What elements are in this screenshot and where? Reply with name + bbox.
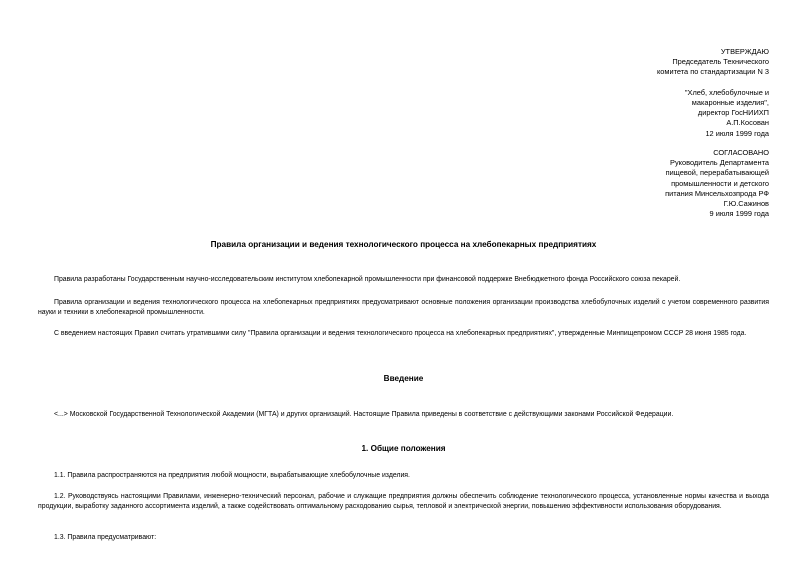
section-item: 1.3. Правила предусматривают: [54, 533, 157, 541]
section-item: 1.1. Правила распространяются на предприятия любой мощности, вырабатывающие хлебобулочные изделия. [54, 471, 410, 479]
approval-line: "Хлеб, хлебобулочные и [684, 87, 769, 97]
approval-line: директор ГосНИИХП [697, 108, 769, 118]
approval-date: 12 июля 1999 года [705, 128, 769, 138]
agreement-block [665, 148, 769, 219]
preamble-paragraph: Правила разработаны Государственным научно-исследовательским институтом хлебопекарной промышленности при финансовой поддержке Внебюджетного фонда Российского союза пекарей. [54, 275, 681, 283]
intro-paragraph: <...> Московской Государственной Технологической Академии (МГТА) и других организаций. Настоящие Правила приведены в соответствие с действующими законами Российской Федерации. [54, 410, 674, 418]
agreement-line: промышленности и детского [671, 178, 769, 188]
agreement-line: Руководитель Департамента [670, 158, 769, 168]
approval-line: комитета по стандартизации N 3 [656, 67, 769, 77]
approval-line: Председатель Технического [672, 57, 769, 67]
approval-block [657, 47, 769, 139]
intro-heading: Введение [383, 374, 424, 383]
agreement-line: питания Минсельхозпрода РФ [665, 188, 769, 198]
section-heading: 1. Общие положения [361, 444, 446, 453]
agreement-signer: Г.Ю.Сажинов [723, 199, 769, 209]
document-title: Правила организации и ведения технологического процесса на хлебопекарных предприятиях [210, 240, 597, 249]
approval-line: макаронные изделия", [691, 98, 769, 108]
preamble-paragraph: Правила организации и ведения технологического процесса на хлебопекарных предприятиях предусматривают основные положения организации производства хлебобулочных изделий с учетом современного развития науки и техники в хлебопекарной промышленности. [38, 298, 769, 317]
agreement-line: пищевой, перерабатывающей [665, 168, 769, 178]
agreement-heading: СОГЛАСОВАНО [713, 148, 769, 157]
preamble-paragraph: С введением настоящих Правил считать утратившими силу "Правила организации и ведения технологического процесса на хлебопекарных предприятиях", утвержденные Минпищепромом СССР 28 июня 1985 года. [54, 329, 747, 337]
approval-heading: УТВЕРЖДАЮ [720, 47, 769, 56]
approval-signer: А.П.Косован [726, 118, 769, 128]
section-item: 1.2. Руководствуясь настоящими Правилами, инженерно-технический персонал, рабочие и служащие предприятия должны обеспечить соблюдение технологического процесса, установленные нормы качества и выхода продукции, выработку заданного ассортимента изделий, а также содействовать оптимальному расходованию сырья, тепловой и электрической энергии, повышению эффективности использования оборудования. [38, 492, 769, 511]
agreement-date: 9 июля 1999 года [709, 209, 769, 219]
approval-line-blank [657, 78, 769, 88]
